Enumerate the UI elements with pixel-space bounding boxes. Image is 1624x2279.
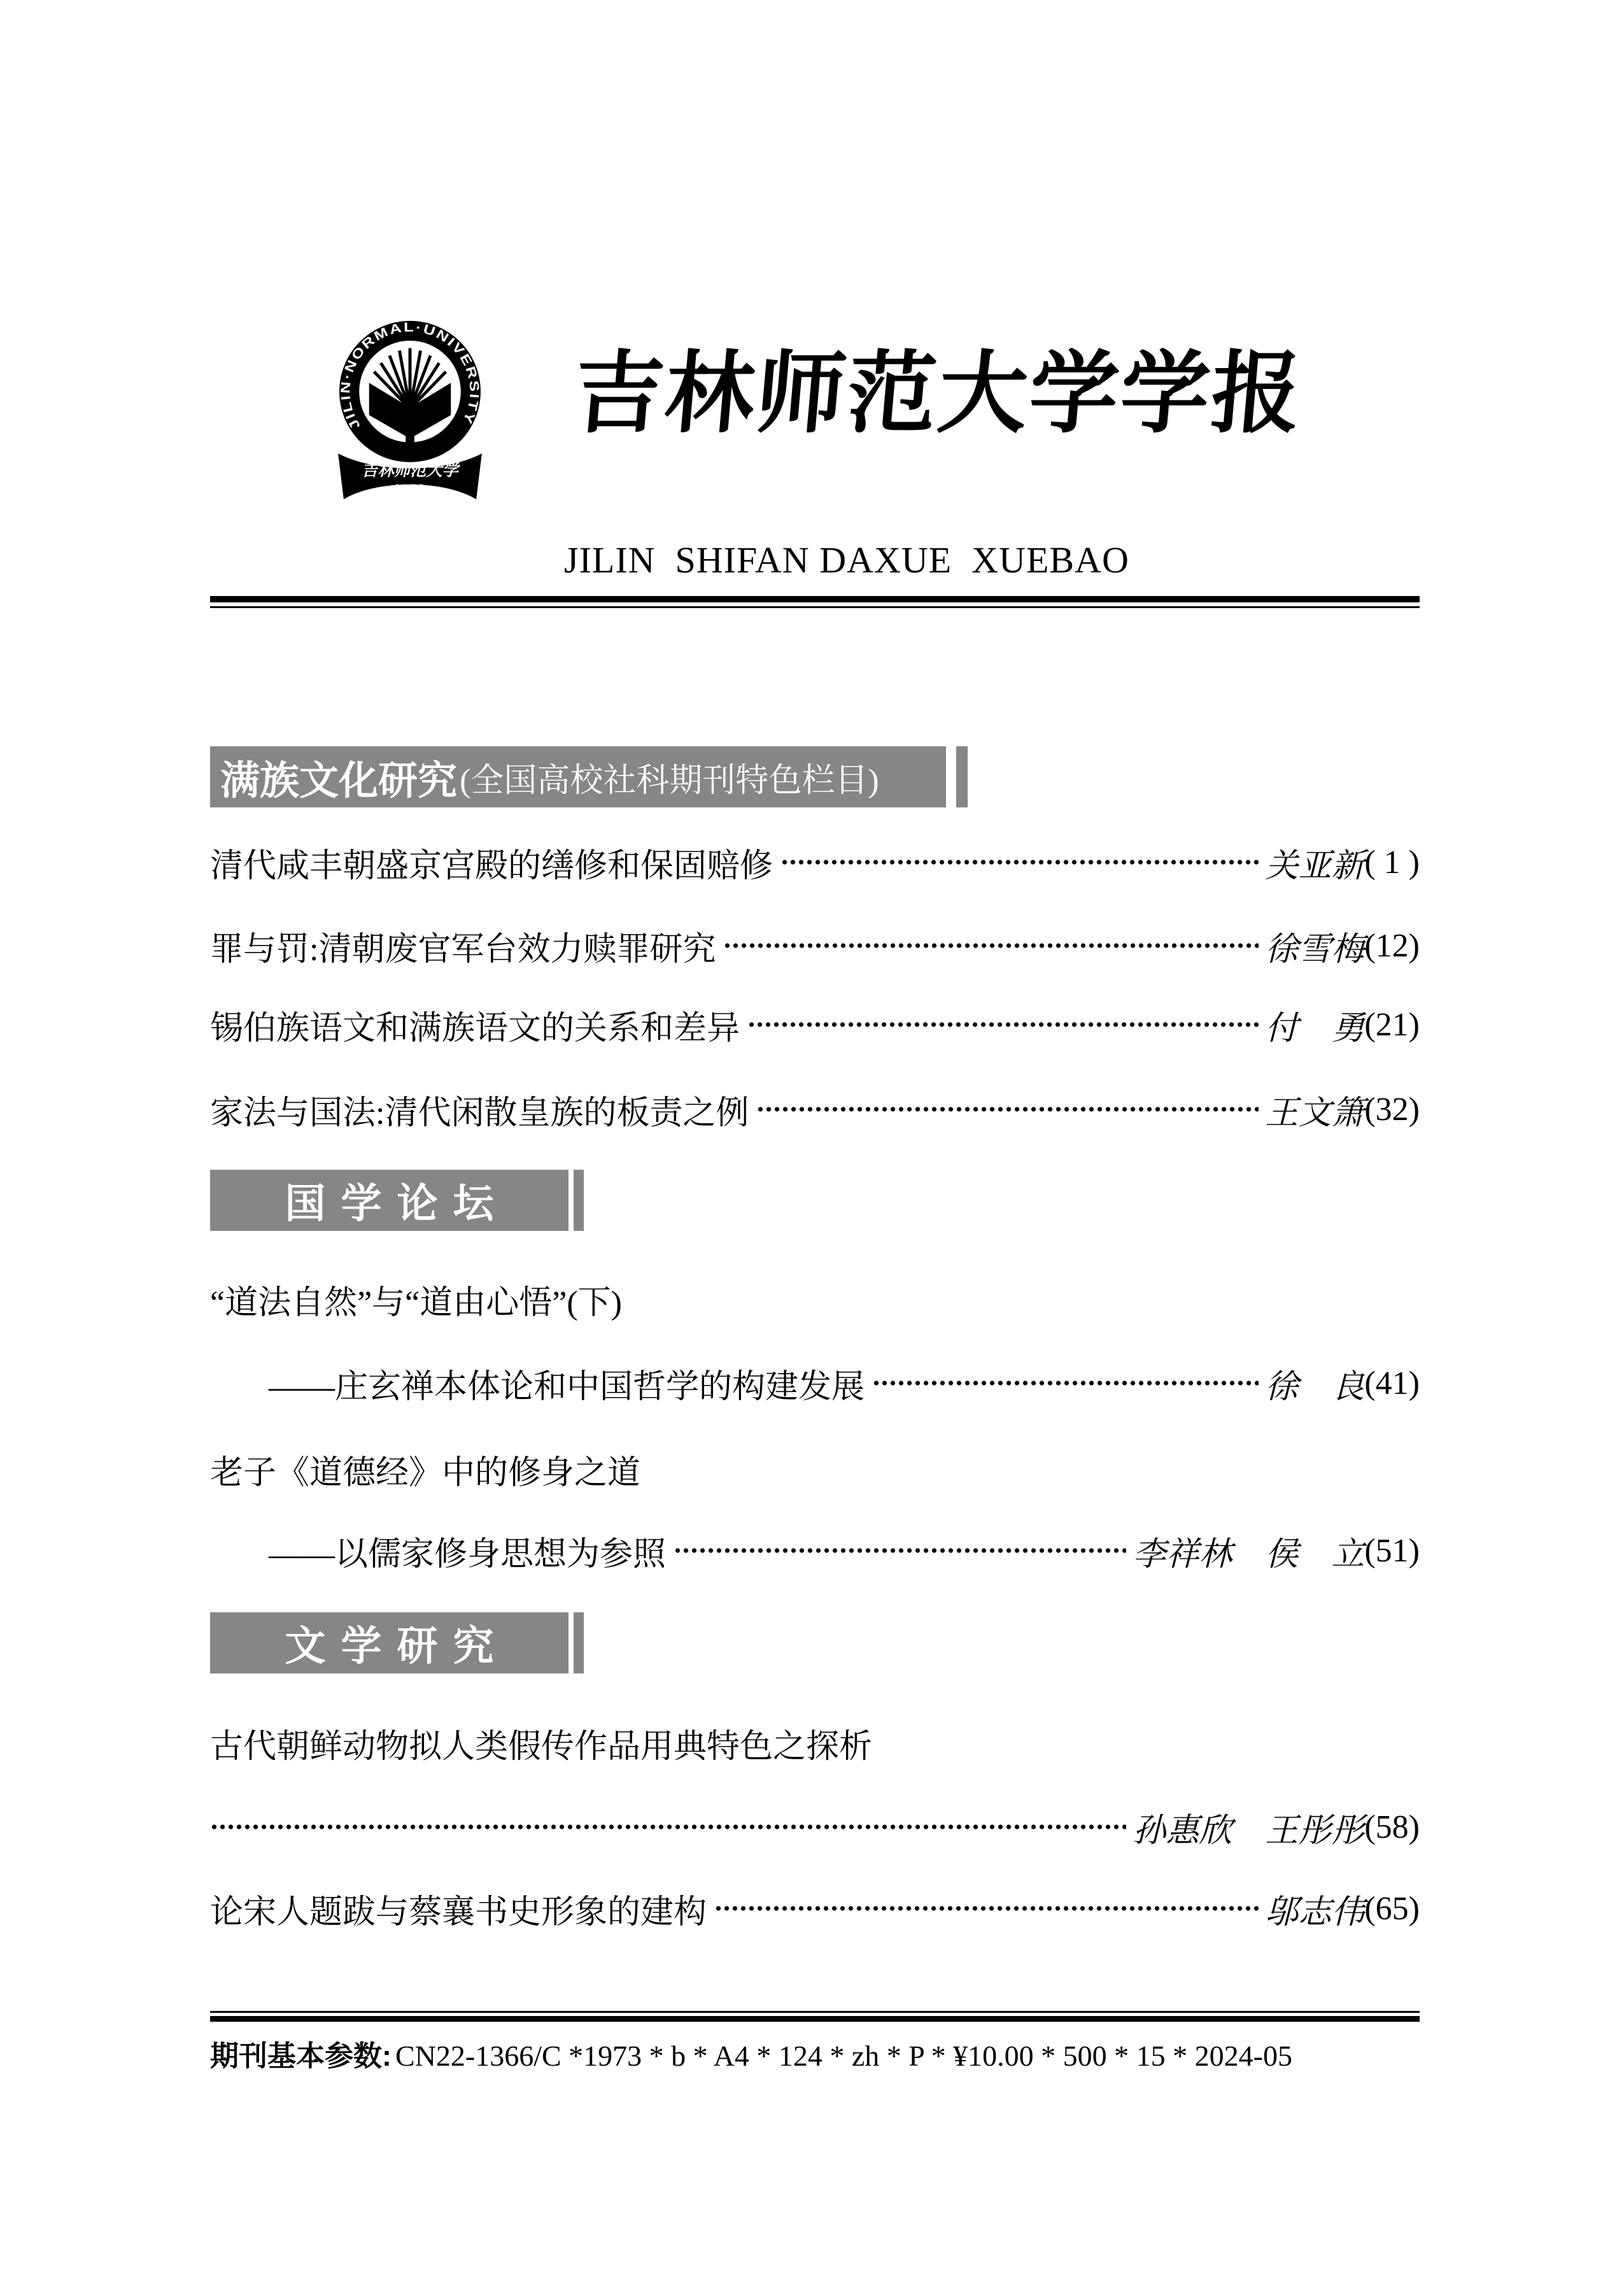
entry-authors: 李祥林 侯 立 [1133,1536,1365,1573]
dotted-leader [780,844,1259,881]
toc-entry [210,1091,1420,1132]
entry-authors: 徐 良 [1265,1368,1365,1405]
dotted-leader [747,1006,1259,1043]
logo-year: 1958 [393,481,427,495]
entry-title: 古代朝鲜动物拟人类假传作品用典特色之探析 [210,1728,873,1765]
double-rule-top [210,596,1420,608]
section-title: 国 学 论 坛 [285,1181,494,1226]
entry-page: (51) [1364,1532,1420,1569]
dotted-leader [714,1890,1259,1927]
entry-title: 锡伯族语文和满族语文的关系和差异 [210,1010,740,1047]
entry-page: (41) [1364,1365,1420,1402]
entry-authors: 邬志伟 [1265,1894,1365,1931]
entry-title: 家法与国法:清代闲散皇族的板责之例 [210,1095,749,1132]
entry-page: (12) [1364,927,1420,964]
section-header-manchu-culture [210,746,946,807]
toc-entry [210,1890,1420,1931]
dotted-leader [210,1808,1126,1845]
journal-parameters-value: CN22-1366/C *1973 * b * A4 * 124 * zh * P * ¥10.00 * 500 * 15 * 2024-05 [395,2040,1292,2072]
section-subtitle: (全国高校社科期刊特色栏目) [460,762,879,799]
section-header-guoxue-forum [210,1170,568,1231]
section-header-stripe [574,1612,584,1673]
journal-parameters [210,2033,1420,2074]
toc-entry [210,927,1420,968]
toc-entry [210,1451,1420,1491]
journal-title-calligraphy: 吉林师范大学学报 [570,345,1307,444]
logo-ring-text: JILIN·NORMAL·UNIVERSITY [338,320,482,432]
entry-title: 清代咸丰朝盛京宫殿的缮修和保固赔修 [210,848,773,884]
university-logo [317,309,503,512]
toc-entry [210,1724,1420,1765]
journal-title-pinyin: JILIN SHIFAN DAXUE XUEBAO [564,539,1129,581]
entry-authors: 关亚新 [1265,848,1365,884]
entry-title: 老子《道德经》中的修身之道 [210,1454,641,1491]
section-header-literature-research [210,1612,568,1673]
toc-entry [210,844,1420,884]
entry-page: (58) [1364,1808,1420,1845]
entry-title: 论宋人题跋与蔡襄书史形象的建构 [210,1894,707,1931]
entry-subtitle: ——以儒家修身思想为参照 [269,1536,667,1573]
toc-entry-continuation [210,1808,1420,1849]
journal-parameters-label: 期刊基本参数: [210,2040,392,2072]
entry-authors: 付 勇 [1265,1010,1365,1047]
dotted-leader [872,1365,1259,1402]
dotted-leader [674,1532,1126,1569]
entry-page: ( 1 ) [1364,844,1420,881]
entry-title: “道法自然”与“道由心悟”(下) [210,1284,622,1321]
entry-page: (65) [1364,1890,1420,1927]
entry-authors: 王文箫 [1265,1095,1365,1132]
entry-title: 罪与罚:清朝废官军台效力赎罪研究 [210,931,716,968]
entry-page: (21) [1364,1006,1420,1043]
toc-entry [210,1006,1420,1047]
dotted-leader [723,927,1259,964]
entry-authors: 孙惠欣 王彤彤 [1133,1812,1365,1849]
dotted-leader [756,1091,1259,1128]
entry-authors: 徐雪梅 [1265,931,1365,968]
entry-page: (32) [1364,1091,1420,1128]
logo-ribbon-text: 吉林师范大学 [362,462,458,480]
section-title: 文 学 研 究 [285,1624,494,1669]
toc-entry-subtitle [210,1365,1420,1405]
section-header-stripe [956,746,968,807]
toc-entry-subtitle [210,1532,1420,1573]
double-rule-bottom [210,2011,1420,2022]
toc-entry [210,1281,1420,1321]
section-header-stripe [574,1170,584,1231]
section-title: 满族文化研究 [220,759,458,803]
entry-subtitle: ——庄玄禅本体论和中国哲学的构建发展 [269,1368,865,1405]
